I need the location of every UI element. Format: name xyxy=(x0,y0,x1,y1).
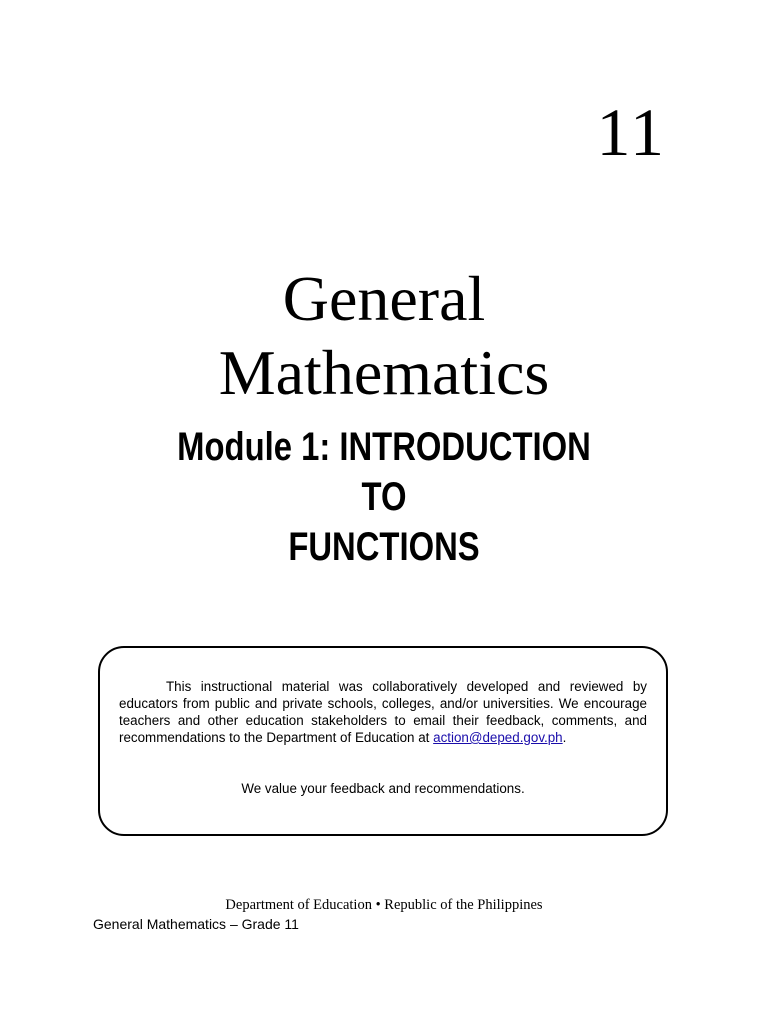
module-title-line-2: FUNCTIONS xyxy=(288,525,480,569)
subject-title-line-2: Mathematics xyxy=(218,337,550,408)
subject-title xyxy=(0,262,768,410)
subject-title-line-1: General xyxy=(282,263,486,334)
footer-course-grade: General Mathematics – Grade 11 xyxy=(93,916,299,932)
footer-department: Department of Education • Republic of the Philippines xyxy=(225,897,543,913)
notice-email-suffix: . xyxy=(562,730,567,745)
module-title xyxy=(151,422,617,572)
notice-paragraph xyxy=(119,678,647,746)
grade-number: 11 xyxy=(596,94,666,170)
module-title-line-1: Module 1: INTRODUCTION TO xyxy=(177,425,591,519)
notice-closing: We value your feedback and recommendations. xyxy=(241,781,525,796)
notice-body-text: This instructional material was collaboratively developed and reviewed by educators from public and private schools, colleges, and/or universities. We encourage teachers and other education stakeholders to email their feedback, comments, and recommendations to the Department of Education at xyxy=(119,679,647,745)
feedback-email-link[interactable]: action@deped.gov.ph xyxy=(433,730,563,745)
notice-box xyxy=(98,646,668,836)
